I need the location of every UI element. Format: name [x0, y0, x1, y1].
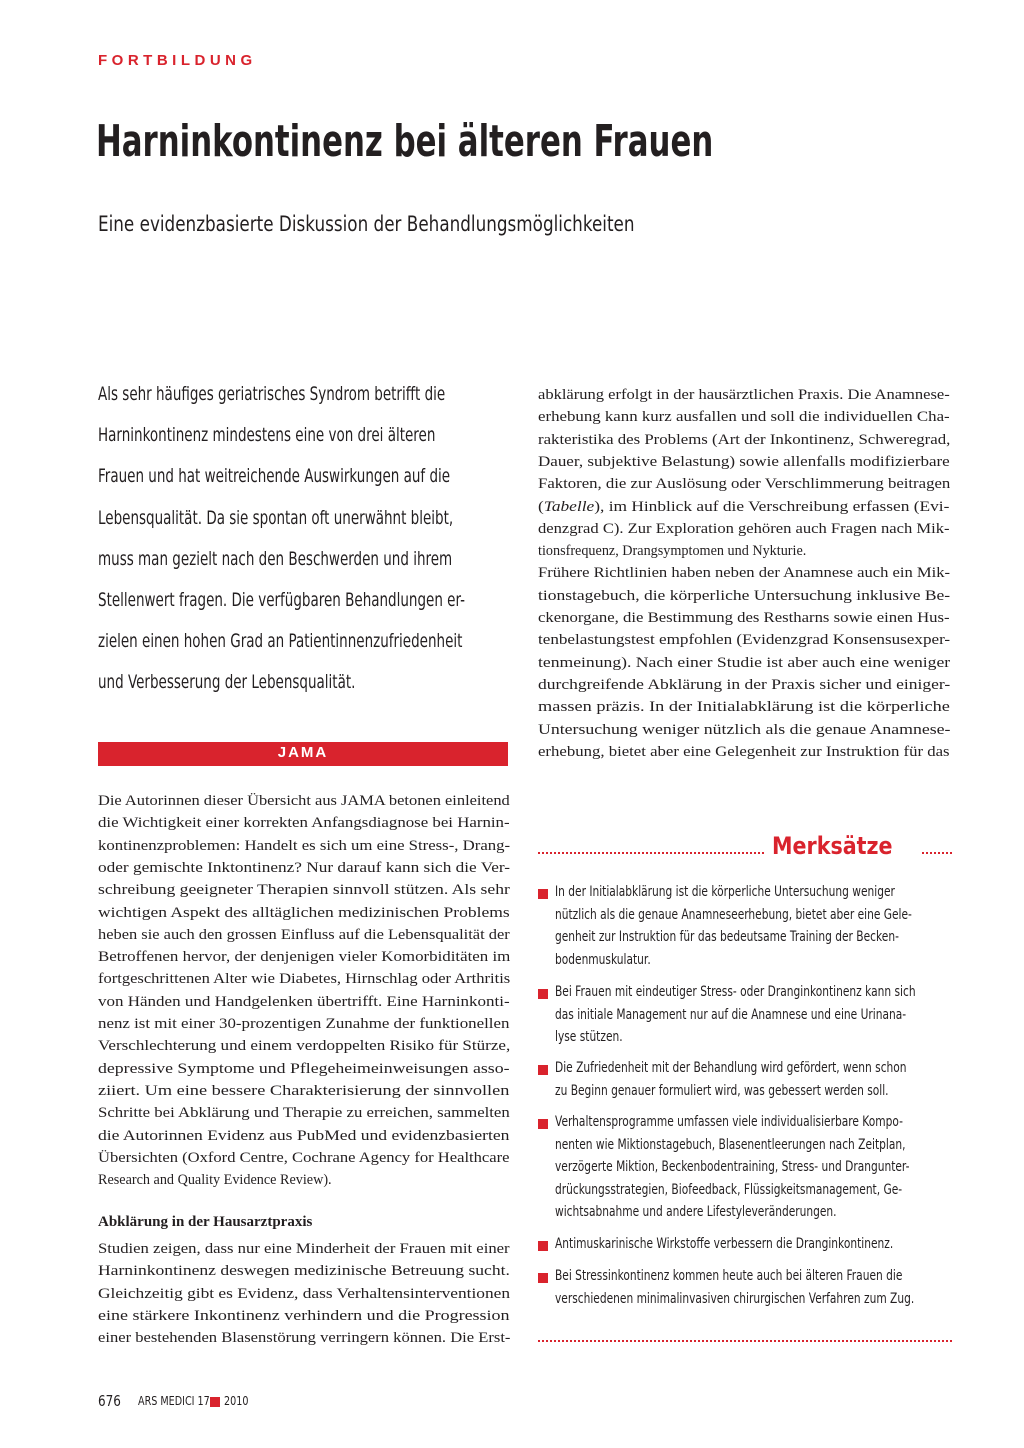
merksatz-line: verzögerte Miktion, Beckenbodentraining, Stress- und Drangunter- — [555, 1159, 910, 1175]
article-title: Harninkontinenz bei älteren Frauen — [96, 116, 714, 167]
article-subtitle: Eine evidenzbasierte Diskussion der Behandlungsmöglichkeiten — [98, 212, 635, 236]
body-line: Frühere Richtlinien haben neben der Anamnese auch ein Mik- — [538, 565, 950, 582]
lead-line: und Verbesserung der Lebensqualität. — [98, 671, 356, 694]
body-line: Research and Quality Evidence Review). — [98, 1172, 332, 1189]
lead-line: Frauen und hat weitreichende Auswirkungen auf die — [98, 465, 451, 488]
body-line: fortgeschrittenen Alter wie Diabetes, Hirnschlag oder Arthritis — [98, 971, 511, 988]
lead-line: Lebensqualität. Da sie spontan oft unerwähnt bleibt, — [98, 506, 454, 529]
merksatz-line: Bei Frauen mit eindeutiger Stress- oder Dranginkontinenz kann sich — [555, 984, 916, 1000]
merksatz-line: nenten wie Miktionstagebuch, Blasenentleerungen nach Zeitplan, — [555, 1136, 906, 1153]
merksatz-line: Die Zufriedenheit mit der Behandlung wird gefördert, wenn schon — [555, 1060, 907, 1076]
square-bullet-icon — [538, 1273, 548, 1283]
body-line: Übersichten (Oxford Centre, Cochrane Agency for Healthcare — [98, 1149, 510, 1166]
body-line: nenz ist mit einer 30-prozentigen Zunahme der funktionellen — [98, 1016, 510, 1032]
merksatz-line: bodenmuskulatur. — [555, 951, 651, 968]
body-line: erhebung, bietet aber eine Gelegenheit zur Instruktion für das — [538, 743, 950, 760]
square-bullet-icon — [538, 889, 548, 899]
body-line: wichtigen Aspekt des alltäglichen medizinischen Problems — [98, 904, 510, 921]
merksatz-line: nützlich als die genaue Anamneseerhebung, bietet aber eine Gele- — [555, 906, 912, 923]
body-line: Faktoren, die zur Auslösung oder Verschlimmerung beitragen — [538, 476, 951, 493]
merksatz-line: verschiedenen minimalinvasiven chirurgischen Verfahren zum Zug. — [555, 1290, 915, 1307]
body-line: Harninkontinenz deswegen medizinische Betreuung sucht. — [98, 1263, 510, 1280]
body-line: Gleichzeitig gibt es Evidenz, dass Verhaltensinterventionen — [98, 1285, 511, 1302]
body-line: abklärung erfolgt in der hausärztlichen Praxis. Die Anamnese- — [538, 387, 950, 403]
body-line: tionstagebuch, die körperliche Untersuchung inklusive Be- — [538, 587, 951, 604]
merksatz-line: lyse stützen. — [555, 1029, 623, 1045]
footer-square-icon — [210, 1397, 220, 1407]
dotted-rule-right — [922, 852, 952, 854]
section-label: FORTBILDUNG — [98, 52, 257, 69]
body-line: Untersuchung weniger nützlich als die genaue Anamnese- — [538, 721, 951, 738]
square-bullet-icon — [538, 989, 548, 999]
body-line: Die Autorinnen dieser Übersicht aus JAMA betonen einleitend — [98, 793, 510, 809]
source-bar — [98, 742, 508, 766]
body-line: kontinenzproblemen: Handelt es sich um eine Stress-, Drang- — [98, 837, 511, 854]
body-line: heben sie auch den grossen Einfluss auf die Lebensqualität der — [98, 926, 510, 943]
merksatz-line: das initiale Management nur auf die Anamnese und eine Urinana- — [555, 1006, 907, 1023]
body-line: durchgreifende Abklärung in der Praxis sicher und einiger- — [538, 676, 951, 693]
body-line: von Händen und Handgelenken übertrifft. Eine Harninkonti- — [98, 993, 510, 1010]
dotted-rule-left — [538, 852, 764, 854]
merksatz-line: Bei Stressinkontinenz kommen heute auch bei älteren Frauen die — [555, 1268, 903, 1284]
lead-line: muss man gezielt nach den Beschwerden und ihrem — [98, 547, 453, 570]
square-bullet-icon — [538, 1119, 548, 1129]
body-line: die Autorinnen Evidenz aus PubMed und evidenzbasierten — [98, 1127, 510, 1144]
lead-line: Harninkontinenz mindestens eine von drei älteren — [98, 424, 436, 447]
page-number: 676 — [98, 1392, 121, 1410]
merksaetze-title: Merksätze — [772, 832, 893, 860]
square-bullet-icon — [538, 1065, 548, 1075]
body-line: Dauer, subjektive Belastung) sowie allenfalls modifizierbare — [538, 453, 950, 470]
merksatz-line: Antimuskarinische Wirkstoffe verbessern die Dranginkontinenz. — [555, 1236, 894, 1252]
body-line: Studien zeigen, dass nur eine Minderheit der Frauen mit einer — [98, 1241, 510, 1257]
body-line: depressive Symptome und Pflegeheimeinweisungen asso- — [98, 1060, 510, 1077]
merksatz-line: genheit zur Instruktion für das bedeutsame Training der Becken- — [555, 929, 899, 945]
merksatz-line: In der Initialabklärung ist die körperliche Untersuchung weniger — [555, 884, 895, 900]
body-line: die Wichtigkeit einer korrekten Anfangsdiagnose bei Harnin- — [98, 815, 510, 832]
body-line: tenmeinung). Nach einer Studie ist aber auch eine weniger — [538, 654, 951, 671]
merksatz-line: Verhaltensprogramme umfassen viele individualisierbare Kompo- — [555, 1114, 903, 1130]
merksaetze-header — [538, 832, 952, 862]
merksatz-line: drückungsstrategien, Biofeedback, Flüssigkeitsmanagement, Ge- — [555, 1181, 903, 1198]
body-line: ziiert. Um eine bessere Charakterisierung der sinnvollen — [98, 1082, 510, 1099]
body-line: Schritte bei Abklärung und Therapie zu erreichen, sammelten — [98, 1105, 510, 1122]
lead-line: zielen einen hohen Grad an Patientinnenzufriedenheit — [98, 630, 463, 653]
body-line: (Tabelle), im Hinblick auf die Verschreibung erfassen (Evi- — [538, 498, 950, 515]
journal-name: ARS MEDICI 17 — [138, 1394, 210, 1408]
body-line: tenbelastungstest empfohlen (Evidenzgrad Konsensusexper- — [538, 632, 951, 649]
body-line: rakteristika des Problems (Art der Inkontinenz, Schweregrad, — [538, 431, 951, 448]
body-line: denzgrad C). Zur Exploration gehören auch Fragen nach Mik- — [538, 520, 950, 537]
body-line: einer bestehenden Blasenstörung verringern können. Die Erst- — [98, 1330, 511, 1347]
body-line: Betroffenen hervor, der denjenigen vieler Komorbiditäten im — [98, 949, 511, 966]
section-subheading: Abklärung in der Hausarztpraxis — [98, 1214, 313, 1230]
lead-line: Als sehr häufiges geriatrisches Syndrom betrifft die — [98, 383, 446, 405]
merksatz-line: wichtsabnahme und andere Lifestyleveränderungen. — [555, 1204, 837, 1220]
body-line: erhebung kann kurz ausfallen und soll die individuellen Cha- — [538, 409, 950, 426]
body-line: oder gemischte Inktontinenz? Nur darauf kann sich die Ver- — [98, 859, 511, 876]
source-label: JAMA — [277, 744, 329, 761]
issue-year: 2010 — [224, 1394, 249, 1408]
lead-line: Stellenwert fragen. Die verfügbaren Behandlungen er- — [98, 589, 466, 611]
body-line: schreibung geeigneter Therapien sinnvoll stützen. Als sehr — [98, 882, 510, 899]
square-bullet-icon — [538, 1241, 548, 1251]
table-reference: Tabelle — [543, 498, 595, 515]
body-line: eine stärkere Inkontinenz verhindern und die Progression — [98, 1307, 510, 1324]
body-line: ckenorgane, die Bestimmung des Restharns sowie einen Hus- — [538, 610, 950, 626]
body-line: Verschlechterung und einem verdoppelten Risiko für Stürze, — [98, 1038, 511, 1055]
body-line: tionsfrequenz, Drangsymptomen und Nykturie. — [538, 543, 807, 560]
dotted-rule-bottom — [538, 1340, 952, 1342]
body-line: massen präzis. In der Initialabklärung ist die körperliche — [538, 699, 950, 716]
merksatz-line: zu Beginn genauer formuliert wird, was gebessert werden soll. — [555, 1082, 889, 1099]
